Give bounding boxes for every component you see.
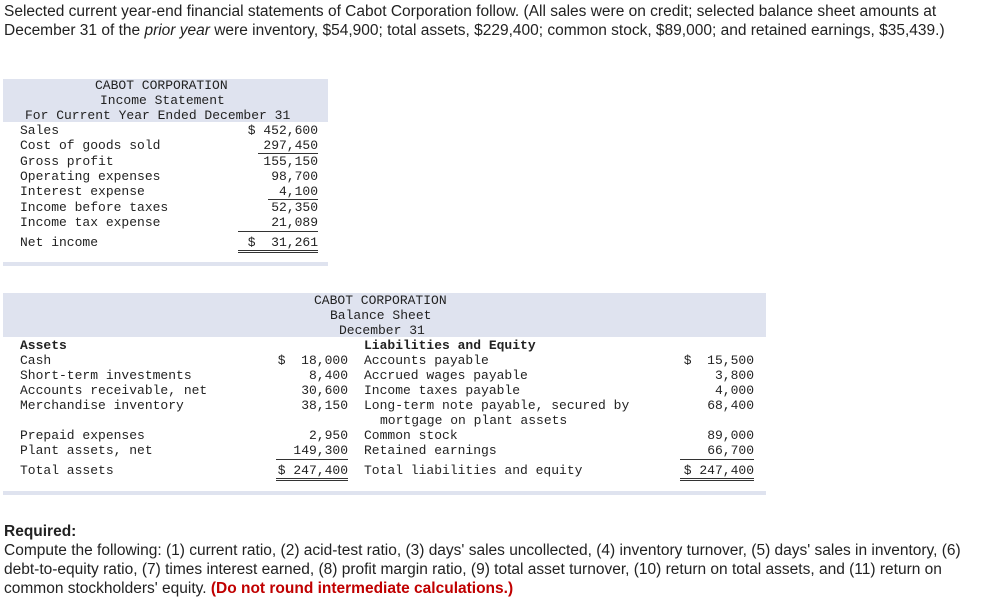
asset-value-prepaid: 2,950 [308,428,348,443]
liabilities-header: Liabilities and Equity [364,338,536,353]
required-heading: Required: [4,523,77,540]
income-label-tax: Income tax expense [20,215,161,230]
asset-label-prepaid: Prepaid expenses [20,428,145,443]
liab-value-wages: 3,800 [714,368,754,383]
income-label-before-taxes: Income before taxes [20,200,169,215]
income-bottom-rule [3,262,328,266]
income-title-period: For Current Year Ended December 31 [25,108,291,123]
equity-label-common-stock: Common stock [364,428,458,443]
income-title-statement: Income Statement [100,93,225,108]
problem-intro [4,2,994,40]
asset-double-underline [276,478,348,481]
income-value-interest: 4,100 [278,184,318,199]
income-label-net-income: Net income [20,235,99,250]
income-value-sales: $ 452,600 [247,123,318,138]
asset-label-cash: Cash [20,353,52,368]
intro-italic: prior year [144,22,210,39]
required-note: (Do not round intermediate calculations.) [210,580,514,597]
asset-value-plant: 149,300 [293,443,348,458]
asset-value-total: $ 247,400 [277,463,348,478]
income-label-sales: Sales [20,123,60,138]
liab-value-total: $ 247,400 [683,463,754,478]
balance-title-company: CABOT CORPORATION [314,293,447,308]
liab-value-note: 68,400 [707,398,754,413]
asset-label-receivable: Accounts receivable, net [20,383,208,398]
equity-label-retained: Retained earnings [364,443,497,458]
required-section [4,522,994,598]
asset-label-plant: Plant assets, net [20,443,153,458]
liab-value-taxes: 4,000 [714,383,754,398]
liab-underline [680,459,754,460]
asset-value-short-term: 8,400 [308,368,348,383]
equity-value-common-stock: 89,000 [707,428,754,443]
liab-label-note: Long-term note payable, secured by [364,398,630,413]
income-value-tax: 21,089 [271,215,318,230]
income-label-operating: Operating expenses [20,169,161,184]
balance-title-statement: Balance Sheet [330,308,432,323]
balance-title-date: December 31 [339,323,425,338]
income-value-before-taxes: 52,350 [271,200,318,215]
asset-label-short-term: Short-term investments [20,368,192,383]
income-underline [238,231,318,232]
income-value-net-income: $ 31,261 [247,235,318,250]
liab-label-wages: Accrued wages payable [364,368,528,383]
income-value-operating: 98,700 [271,169,318,184]
asset-value-cash: $ 18,000 [277,353,348,368]
balance-bottom-rule [3,491,766,495]
liab-value-accounts-payable: $ 15,500 [683,353,754,368]
asset-value-inventory: 38,150 [301,398,348,413]
income-value-gross-profit: 155,150 [263,154,318,169]
asset-underline [276,459,348,460]
income-label-gross-profit: Gross profit [20,154,114,169]
liab-label-note-cont: mortgage on plant assets [380,413,568,428]
intro-text-1: Selected current year-end financial statements of Cabot Corporation follow. (All sales were on credit; selected balance sheet amounts at December 31 of the [4,3,937,39]
required-instructions: Compute the following: (1) current ratio, (2) acid-test ratio, (3) days' sales uncollected, (4) inventory turnover, (5) days' sales in inventory, (6) debt-to-equity ratio, (7) times interest earned, (8) profit margin ratio, (9) total asset turnover, (10) return on total assets, and (11) return on common stockholders' equity. [4,542,961,597]
asset-value-receivable: 30,600 [301,383,348,398]
equity-value-retained: 66,700 [707,443,754,458]
assets-header: Assets [20,338,67,353]
liab-label-taxes: Income taxes payable [364,383,521,398]
liab-label-accounts-payable: Accounts payable [364,353,489,368]
required-text [4,541,994,598]
income-title-company: CABOT CORPORATION [95,78,228,93]
asset-label-total: Total assets [20,463,114,478]
income-label-interest: Interest expense [20,184,145,199]
liab-label-total: Total liabilities and equity [364,463,583,478]
income-value-cogs: 297,450 [263,138,318,153]
intro-text-2: were inventory, $54,900; total assets, $229,400; common stock, $89,000; and retained earnings, $35,439.) [209,22,945,39]
liab-double-underline [680,478,754,481]
asset-label-inventory: Merchandise inventory [20,398,184,413]
income-double-underline [238,250,318,253]
income-label-cogs: Cost of goods sold [20,138,161,153]
